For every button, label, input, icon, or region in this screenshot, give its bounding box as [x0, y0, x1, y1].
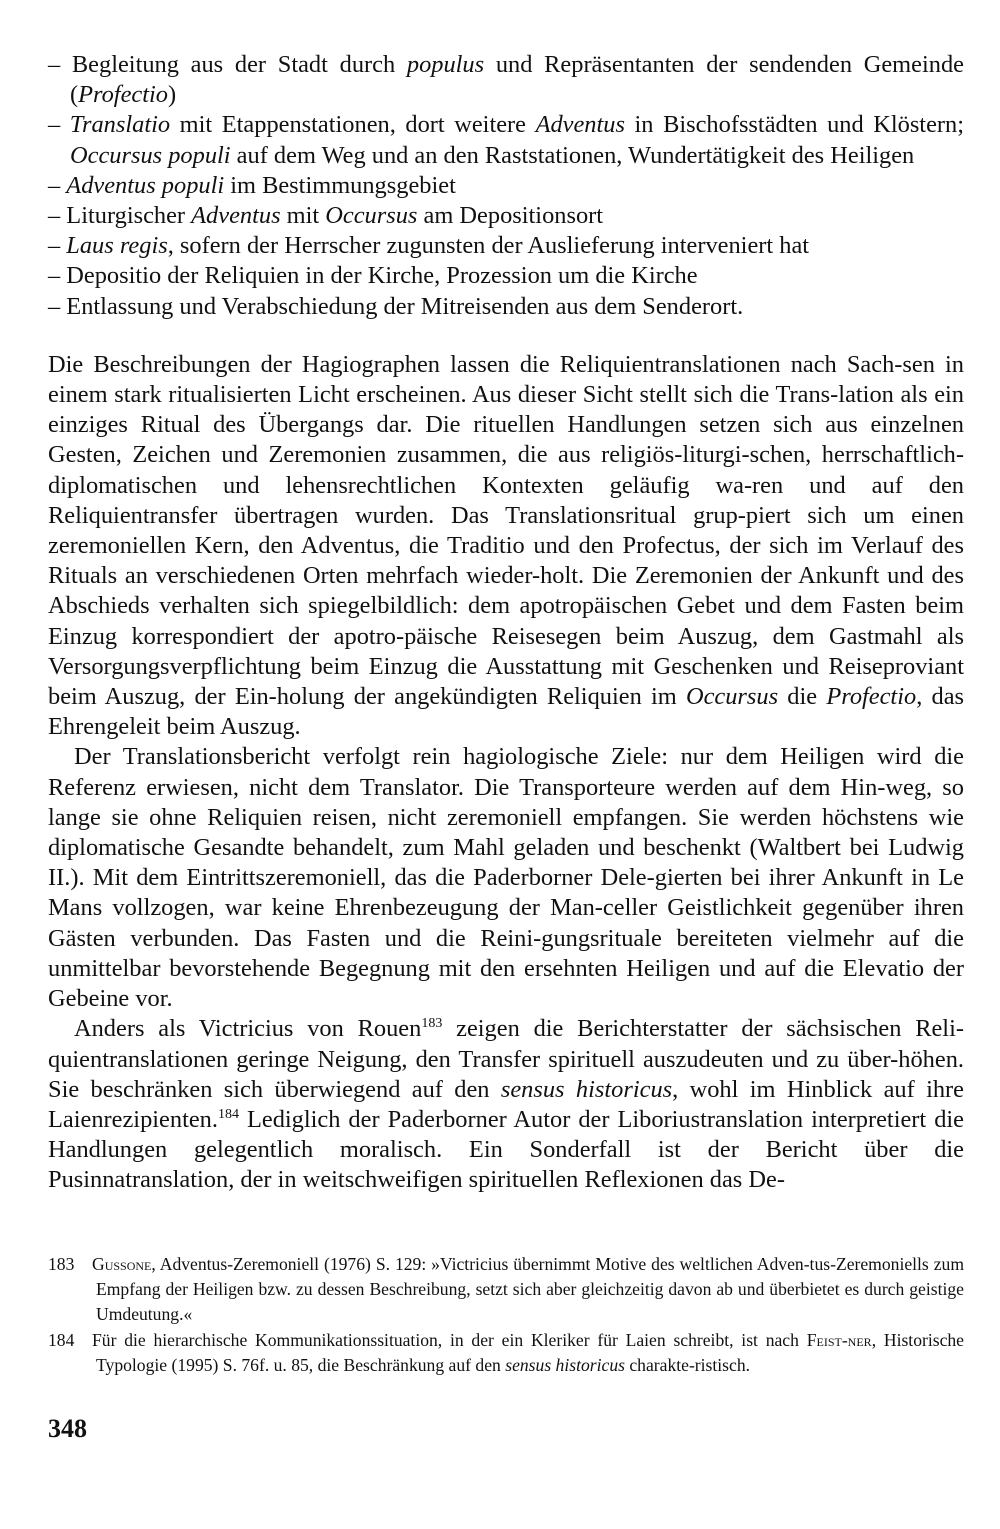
text-run: charakte-ristisch. [624, 1354, 751, 1375]
text-run: – [48, 171, 67, 199]
page-content [48, 50, 964, 1379]
text-run: mit Etappenstationen, dort weitere [170, 111, 536, 139]
text-run: – Entlassung und Verabschiedung der Mitreisenden aus dem Senderort. [48, 292, 744, 320]
text-run: – Begleitung aus der Stadt durch [48, 51, 407, 78]
text-run: Gussone [92, 1253, 152, 1274]
text-run: Occursus populi [70, 141, 231, 169]
text-run: Die Beschreibungen der Hagiographen lassen die Reliquientranslationen nach Sach-sen in einem stark ritualisierten Licht erscheinen. Aus dieser Sicht stellt sich die Trans-lation als ein einziges Ritual des Übergangs dar. Die rituellen Handlungen setzen sich aus einzelnen Gesten, Zeichen und Zeremonien zusammen, die aus religiös-liturgi-schen, herrschaftlich-diplomatischen und lehensrechtlichen Kontexten geläufig wa-ren und auf den Reliquientransfer übertragen wurden. Das Translationsritual grup-piert sich um einen zeremoniellen Kern, den Adventus, die Traditio und den Profectus, der sich im Verlauf des Rituals an verschiedenen Orten mehrfach wieder-holt. Die Zeremonien der Ankunft und des Abschieds verhalten sich spiegelbildlich: dem apotropäischen Gebet und dem Fasten beim Einzug korrespondiert der apotro-päische Reisesegen beim Auszug, dem Gastmahl als Versorgungsverpflichtung beim Einzug die Ausstattung mit Geschenken und Reiseproviant beim Auszug, der Ein-holung der angekündigten Reliquien im [48, 350, 964, 711]
text-run: Anders als Victricius von Rouen [74, 1015, 422, 1043]
list-item [48, 110, 964, 170]
text-run: Translatio [69, 111, 171, 139]
text-run: zeigen die Berichterstatter der sächsischen Reli-quientranslationen geringe Neigung, den Transfer spirituell auszudeuten und zu über-höhen. Sie beschränken sich überwiegend auf den [48, 1015, 964, 1103]
footnote-ref: 183 [421, 1016, 443, 1032]
text-run: in Bischofsstädten und Klöstern; [624, 111, 965, 139]
text-run: , wohl im Hinblick auf ihre Laienrezipienten. [48, 1075, 964, 1133]
footnote-text [92, 1330, 964, 1375]
text-run: Adventus [535, 111, 625, 139]
text-run: – Liturgischer [48, 202, 192, 230]
text-run: am Depositionsort [417, 202, 604, 230]
text-run: im Bestimmungsgebiet [224, 171, 456, 199]
list-item [48, 292, 964, 322]
text-run: , Historische Typologie (1995) S. 76f. u. 85, die Beschränkung auf den [96, 1329, 964, 1375]
body-paragraph [48, 1014, 964, 1195]
text-run: Adventus populi [66, 171, 225, 199]
text-run: – Depositio der Reliquien in der Kirche, Prozession um die Kirche [48, 262, 698, 290]
body-paragraph [48, 350, 964, 743]
text-run: , sofern der Herrscher zugunsten der Auslieferung interveniert hat [167, 232, 810, 260]
list-item [48, 231, 964, 261]
text-run: Lediglich der Paderborner Autor der Liboriustranslation interpretiert die Handlungen gelegentlich moralisch. Ein Sonderfall ist der Bericht über die Pusinnatranslation, der in weitschweifigen spirituellen Reflexionen das De- [48, 1105, 964, 1194]
list-item [48, 171, 964, 201]
page-number: 348 [48, 1414, 87, 1443]
text-run: mit [280, 202, 326, 230]
text-run: ) [167, 81, 177, 109]
text-run: und Repräsentanten der sendenden Gemeinde ( [70, 51, 964, 109]
list-item [48, 50, 964, 110]
footnote-ref: 184 [217, 1106, 239, 1122]
text-run: – [48, 232, 67, 260]
text-run: – [48, 111, 70, 139]
text-run: Occursus [685, 683, 779, 711]
text-run: , Adventus-Zeremoniell (1976) S. 129: »Victricius übernimmt Motive des weltlichen Adven-tus-Zeremoniells zum Empfang der Heiligen bzw. zu dessen Beschreibung, setzt sich aber gleichzeitig davon ab und überbietet es durch geistige Umdeutung.« [96, 1253, 964, 1324]
footnote-text [92, 1254, 964, 1324]
ritual-steps-list [48, 50, 964, 322]
text-run: auf dem Weg und an den Raststationen, Wundertätigkeit des Heiligen [230, 141, 915, 169]
footnote [48, 1252, 964, 1327]
text-run: sensus historicus [505, 1354, 625, 1375]
text-run: Laus regis [66, 232, 168, 260]
text-run: Profectio [826, 683, 917, 711]
footnotes [48, 1252, 964, 1378]
body-paragraph [48, 742, 964, 1014]
list-item [48, 201, 964, 231]
text-run: populus [406, 51, 485, 78]
text-run: die [778, 683, 827, 711]
text-run: Occursus [325, 202, 418, 230]
footnote-number: 183 [48, 1253, 75, 1274]
footnote-number: 184 [48, 1329, 75, 1350]
text-run: Feist-ner [806, 1329, 872, 1350]
text-run: Für die hierarchische Kommunikationssituation, in der ein Kleriker für Laien schreibt, ist nach [92, 1329, 807, 1350]
text-run: Profectio [78, 81, 168, 109]
text-run: sensus historicus [500, 1075, 673, 1103]
list-item [48, 261, 964, 291]
footnote [48, 1328, 964, 1378]
text-run: Adventus [191, 202, 281, 230]
text-run: , das Ehrengeleit beim Auszug. [48, 683, 965, 741]
text-run: Der Translationsbericht verfolgt rein hagiologische Ziele: nur dem Heiligen wird die Referenz erwiesen, nicht dem Translator. Die Transporteure werden auf dem Hin-weg, so lange sie ohne Reliquien reisen, nicht zeremoniell empfangen. Sie werden höchstens wie diplomatische Gesandte behandelt, zum Mahl geladen und beschenkt (Waltbert bei Ludwig II.). Mit dem Eintrittszeremoniell, das die Paderborner Dele-gierten bei ihrer Ankunft in Le Mans vollzogen, war keine Ehrenbezeugung der Man-celler Geistlichkeit gegenüber ihren Gästen verbunden. Das Fasten und die Reini-gungsrituale bereiteten vielmehr auf die unmittelbar bevorstehende Begegnung mit den ersehnten Heiligen und auf die Elevatio der Gebeine vor. [48, 743, 964, 1013]
